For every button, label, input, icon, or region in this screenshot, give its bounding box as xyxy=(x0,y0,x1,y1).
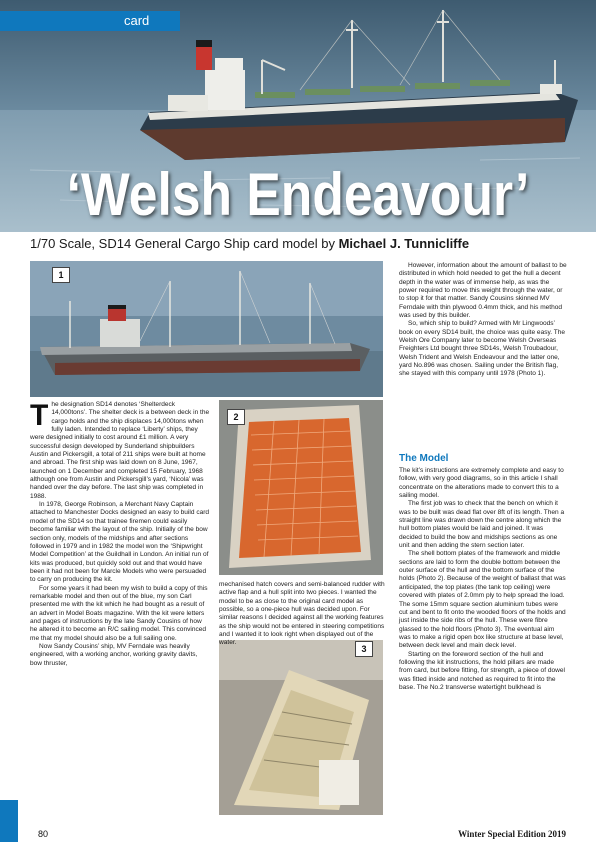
paragraph: So, which ship to build? Armed with Mr Lingwoods’ book on every SD14 built, the choice was quite easy. The Welsh Ore Company later to become Welsh Overseas Freighters Ltd bought three SD14s, Welsh Troubadour, Welsh Trident and Welsh Endeavour and the latter one, yard No.896 was chosen. Sailing under the British flag, she stayed with this company until 1978 (Photo 1). xyxy=(399,320,566,378)
body-column-1 xyxy=(30,401,210,668)
paragraph: For some years it had been my wish to build a copy of this remarkable model and then out of the blue, my son Carl presented me with the kit which he had bought as a result of an advert in Model Boats magazine. With the kit were letters and pages of instructions by the late Sandy Cousins of how he altered it to become an R/C sailing model. This convinced me that my model should also be a full sailing one. xyxy=(30,584,208,642)
paragraph: Starting on the foreword section of the hull and following the kit instructions, the hold pillars are made from card, but before fitting, for strength, a piece of dowel was fitted inside and notched as required to fit into the base. The No.2 transverse watertight bulkhead is xyxy=(399,650,565,691)
article-title: ‘Welsh Endeavour’ xyxy=(66,161,530,228)
photo-label-1: 1 xyxy=(52,267,70,283)
photo-3 xyxy=(219,640,383,815)
body-column-2 xyxy=(219,581,385,648)
page-number: 80 xyxy=(38,829,49,839)
section-heading: The Model xyxy=(399,453,449,464)
body-column-3b xyxy=(399,467,567,692)
paragraph: Now Sandy Cousins’ ship, MV Ferndale was heavily engineered, with a working anchor, working gravity davits, bow thruster, xyxy=(30,642,198,667)
paragraph: However, information about the amount of ballast to be distributed in which hold needed to get the hull a decent depth in the water was of immense help, as was the power required to move this weight through the water, or to stop it for that matter. Sandy Cousins skinned MV Ferndale with thin plywood 0.4mm thick, and his method was used by this builder. xyxy=(399,262,567,320)
dropcap: T xyxy=(30,399,49,432)
subtitle-text: 1/70 Scale, SD14 General Cargo Ship card model by xyxy=(30,236,339,251)
photo-2 xyxy=(219,400,383,575)
photo-label-3: 3 xyxy=(355,641,373,657)
paragraph: The shell bottom plates of the framework and middle sections are laid to form the double bottom between the outer surface of the hull and the bottom surface of the holds (Photo 2). Because of the weight of ballast that was anticipated, the top plates (the tank top ceiling) were covered with plates of 2.0mm ply to help spread the load. The some 15mm square section aluminium tubes were cut and bent to fit onto the wooded floors of the holds and just inside the side ribs of the hull. These were fibre glassed to the hold floors (Photo 3). The eventual aim was to make a rigid open box like structure at base level, between deck level and main deck level. xyxy=(399,550,566,650)
article-subtitle xyxy=(30,236,469,251)
page-edge-bar xyxy=(0,800,18,842)
author-name: Michael J. Tunnicliffe xyxy=(338,236,470,251)
photo-1 xyxy=(30,261,383,397)
photo-label-2: 2 xyxy=(227,409,245,425)
edition-label: Winter Special Edition 2019 xyxy=(458,829,566,839)
paragraph: mechanised hatch covers and semi-balanced rudder with active flap and a hull split into two pieces. I wanted the model to be as close to the original card model as possible, so a one-piece hull was decided upon. For similar reasons I decided against all the working features as the ship would not be entered in steering competitions and I wanted it to look right when displayed out of the water. xyxy=(219,581,385,647)
paragraph: The first job was to check that the bench on which it was to be built was dead flat over 8ft of its length. Then a straight line was drawn down the centre along which the hull bottom plates would be laid and joined. It was decided to build the bow and midships sections as one unit and then adding the stern section later. xyxy=(399,500,565,550)
section-tag: card xyxy=(0,11,180,31)
paragraph: In 1978, George Robinson, a Merchant Navy Captain attached to Manchester Docks designed an easy to build card model of the SD14 so that trainee firemen could easily become familiar with the layout of the ship. Initially of the bow section only, models of the midships and after sections followed in 1979 and in 1982 the model won the ‘Shipwright Model Competition’ at the Guildhall in London. An initial run of kits was produced, but quickly sold out and that would have been it had not been for Marcle Models who were persuaded to carry on producing the kit. xyxy=(30,501,210,584)
body-column-3 xyxy=(399,262,567,379)
paragraph: The kit’s instructions are extremely complete and easy to follow, with very good diagrams, so in this article I shall concentrate on the alterations made to convert this to a sailing model. xyxy=(399,467,564,500)
paragraph: he designation SD14 denotes ‘Shelterdeck 14,000tons’. The shelter deck is a between deck in the cargo holds and the ship displaces 14,000tons when fully laden. Intended to replace ‘Liberty’ ships, they were designed initially to cost around £1 million. A very successful design developed by Sunderland shipbuilders Austin and Pickersgill, a total of 211 ships were built at home and abroad. The first ship was laid down on 8 June, 1967, launched on 1 December and completed 15 February, 1968 although one from Austin and Pickersgill’s yard, ‘Nicola’ was handed over the day before. The last ship was completed in 1988. xyxy=(30,401,210,500)
